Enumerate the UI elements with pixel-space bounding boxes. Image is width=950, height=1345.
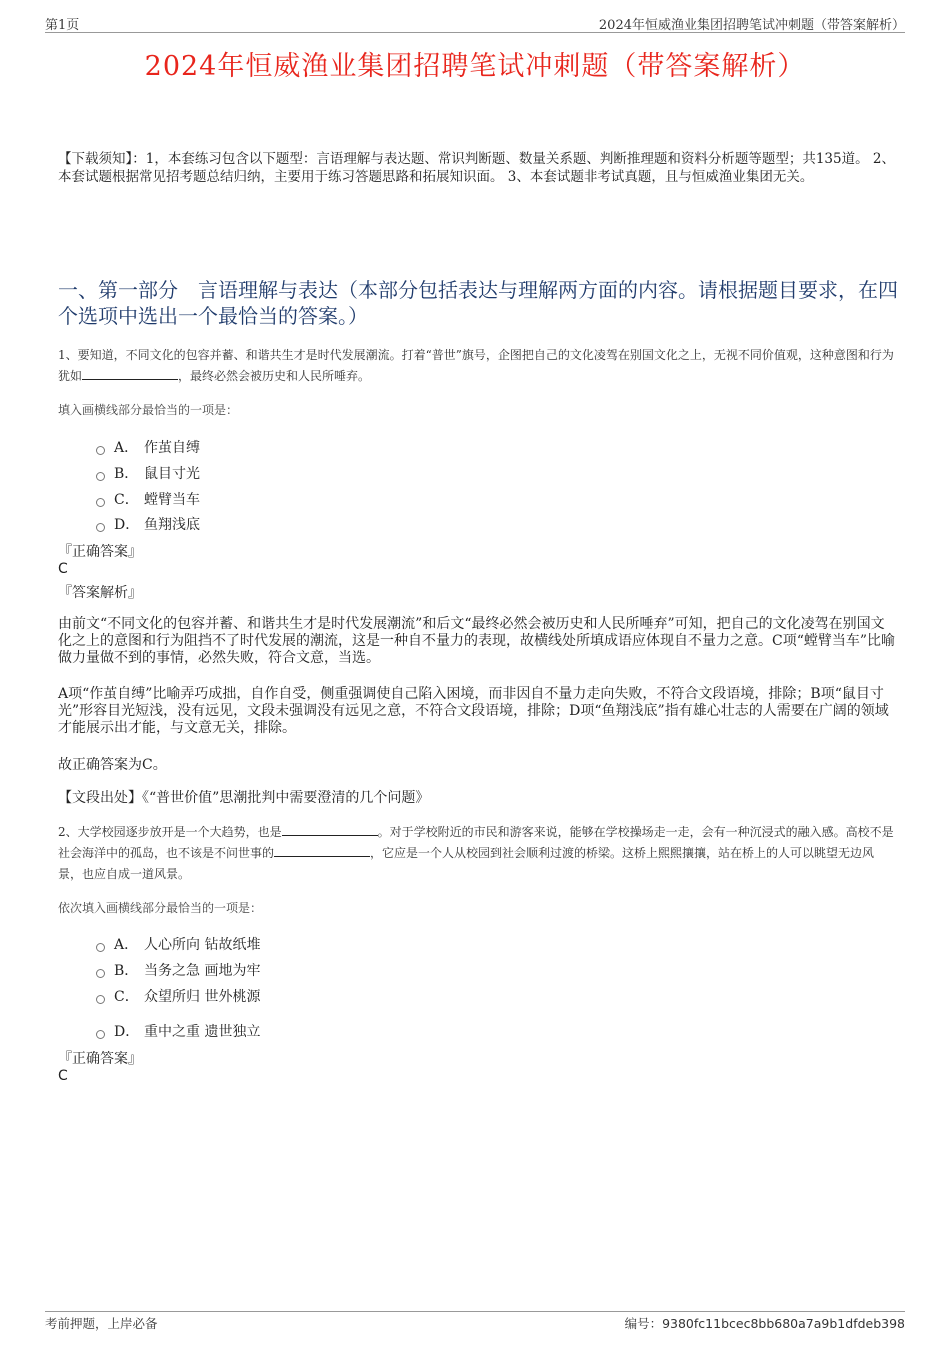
footer-divider — [45, 1311, 905, 1312]
radio-icon[interactable] — [96, 943, 105, 952]
analysis-conclusion: 故正确答案为C。 — [58, 757, 167, 773]
header-divider — [45, 32, 905, 33]
page-number: 第1页 — [45, 18, 80, 33]
header-doc-title: 2024年恒威渔业集团招聘笔试冲刺题（带答案解析） — [598, 18, 905, 33]
question-2-option-a[interactable]: A． 人心所向 钻故纸堆 — [96, 934, 260, 954]
question-1-option-d[interactable]: D． 鱼翔浅底 — [96, 514, 200, 534]
question-1-text-before: 1、要知道，不同文化的包容并蓄、和谐共生才是时代发展潮流。打着“普世”旗号，企图把自己的文化凌驾在别国文化之上，无视不同价值观，这种意图和行为犹如 — [58, 348, 894, 383]
fill-blank — [282, 823, 378, 836]
analysis-paragraph-1: 由前文“不同文化的包容并蓄、和谐共生才是时代发展潮流”和后文“最终必然会被历史和人民所唾弃”可知，把自己的文化凌驾在别国文化之上的意图和行为阻挡不了时代发展的潮流，这是一种自不量力的表现，故横线处所填成语应体现自不量力之意。C项“螳臂当车”比喻做力量做不到的事情，必然失败，符合文意，当选。 — [58, 616, 896, 666]
question-2-option-c[interactable]: C． 众望所归 世外桃源 — [96, 986, 260, 1006]
question-1-option-b[interactable]: B． 鼠目寸光 — [96, 463, 200, 483]
radio-icon[interactable] — [96, 446, 105, 455]
radio-icon[interactable] — [96, 472, 105, 481]
question-1-prompt: 填入画横线部分最恰当的一项是： — [58, 403, 239, 417]
question-1-text-after: ，最终必然会被历史和人民所唾弃。 — [178, 369, 371, 383]
radio-icon[interactable] — [96, 523, 105, 532]
analysis-paragraph-2: A项“作茧自缚”比喻弄巧成拙，自作自受，侧重强调使自己陷入困境，而非因自不量力走向失败，不符合文段语境，排除；B项“鼠目寸光”形容目光短浅，没有远见，文段未强调没有远见之意，不符合文段语境，排除；D项“鱼翔浅底”指有雄心壮志的人需要在广阔的领域才能展示出才能，与文意无关，排除。 — [58, 686, 889, 736]
document-title: 2024年恒威渔业集团招聘笔试冲刺题（带答案解析） — [144, 51, 806, 82]
question-1-option-c[interactable]: C． 螳臂当车 — [96, 489, 200, 509]
question-2-option-b[interactable]: B． 当务之急 画地为牢 — [96, 960, 260, 980]
fill-blank — [274, 844, 370, 857]
question-2-part-2: 。对于学校附近的市民和游客来说，能够在学校操场走一走，会有一种沉浸式的融入感。高校不是社会海洋中的孤岛，也不该是不问世事的 — [58, 825, 894, 860]
section-heading: 一、第一部分 言语理解与表达（本部分包括表达与理解两方面的内容。请根据题目要求，在四个选项中选出一个最恰当的答案。） — [58, 278, 898, 328]
radio-icon[interactable] — [96, 498, 105, 507]
footer-slogan: 考前押题，上岸必备 — [45, 1316, 158, 1331]
fill-blank — [82, 367, 178, 380]
radio-icon[interactable] — [96, 995, 105, 1004]
radio-icon[interactable] — [96, 1030, 105, 1039]
question-2-prompt: 依次填入画横线部分最恰当的一项是： — [58, 901, 263, 915]
question-1-text — [58, 345, 898, 387]
source-citation: 【文段出处】《“普世价值”思潮批判中需要澄清的几个问题》 — [58, 790, 430, 806]
serial-label: 编号： — [624, 1316, 663, 1331]
download-notice: 【下载须知】：1，本套练习包含以下题型：言语理解与表达题、常识判断题、数量关系题、判断推理题和资料分析题等题型；共135道。 2、本套试题根据常见招考题总结归纳，主要用于练习答题思路和拓展知识面。 3、本套试题非考试真题，且与恒威渔业集团无关。 — [58, 151, 895, 185]
question-2-text — [58, 822, 898, 885]
question-2-option-d[interactable]: D． 重中之重 遗世独立 — [96, 1021, 260, 1041]
analysis-label: 『答案解析』 — [58, 585, 142, 601]
answer-label: 『正确答案』 — [58, 1051, 142, 1067]
question-1-option-a[interactable]: A． 作茧自缚 — [96, 437, 200, 457]
footer-serial — [625, 1314, 905, 1332]
question-2-part-3: ，它应是一个人从校园到社会顺利过渡的桥梁。这桥上熙熙攘攘，站在桥上的人可以眺望无边风景，也应自成一道风景。 — [58, 846, 875, 881]
radio-icon[interactable] — [96, 969, 105, 978]
serial-code: 9380fc11bcec8bb680a7a9b1dfdeb398 — [662, 1316, 905, 1331]
answer-value: C — [58, 1068, 68, 1084]
question-2-part-1: 2、大学校园逐步放开是一个大趋势，也是 — [58, 825, 282, 839]
answer-value: C — [58, 561, 68, 577]
answer-label: 『正确答案』 — [58, 544, 142, 560]
